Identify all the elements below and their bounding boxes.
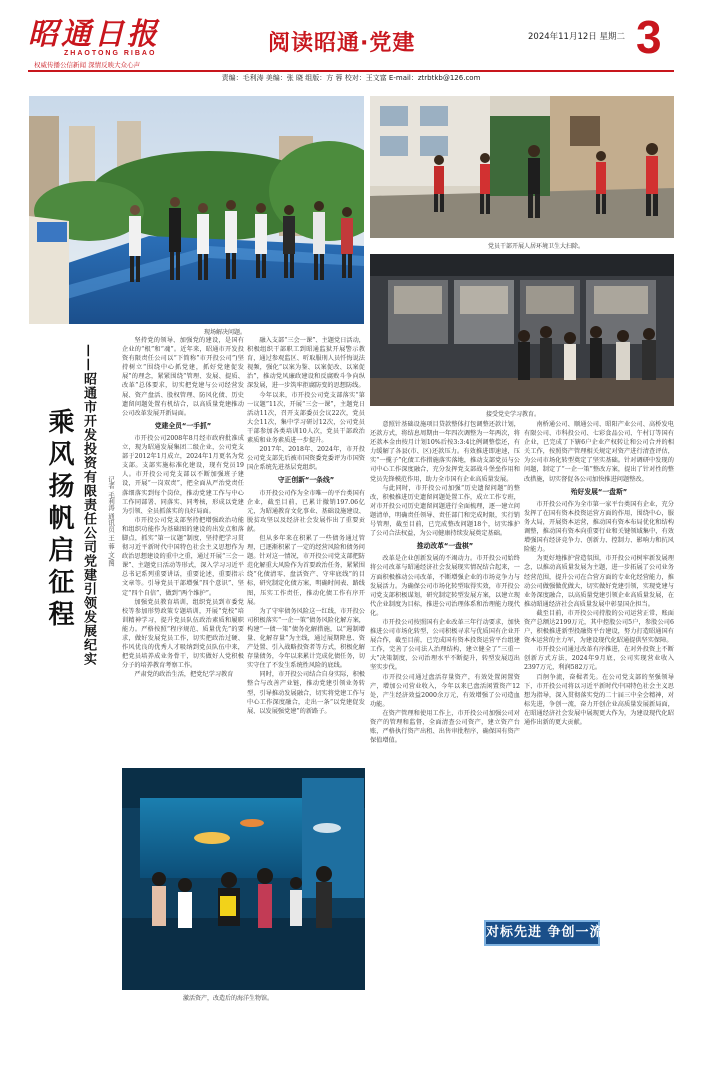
- masthead: [0, 0, 702, 82]
- logo-pinyin: ZHAOTONG RIBAO: [64, 50, 157, 57]
- photo-study-caption: 接受党史学习教育。: [486, 411, 541, 418]
- article-subhead: ——昭通市开发投资有限责任公司党建引领发展纪实: [81, 344, 96, 666]
- paragraph: 在资产管理和使用工作上，市开投公司加强公司对资产的管理和监督，全面清查公司资产，建立资产台账，严格执行资产出租、出售审批程序，确保国有资产保值增值。: [370, 709, 520, 745]
- paragraph: 与此同时，市开投公司加强“历史遗留问题”的整改，积极推进历史遗留问题处置工作，成立工作专班，对市开投公司历史遗留问题进行全面梳理，逐一建立问题清单，明确责任领导、责任部门和完成时限，实行销号管理，截至目前，已完成整改问题18个，切实维护了公司合法权益，为公司健康持续发展奠定基础。: [370, 484, 520, 538]
- logo-text: 昭通日报: [28, 17, 160, 52]
- photo-on-site-caption: 现场解决问题。: [204, 329, 247, 336]
- photo-ocean-hall-caption: 激活资产，改造后的海洋生物馆。: [183, 995, 274, 1002]
- paragraph: 截至目前，市开投公司持股的公司运营正常，账面资产总额达2199万元，其中控股公司5户，参股公司6户，积极推进新型投融资平台建设，努力打造昭通国有资本运营的主力军，为建设现代化昭通提供坚实保障。: [524, 609, 674, 645]
- article-headline: 乘风扬帆启征程: [44, 408, 74, 632]
- photo-cleanup: [370, 96, 674, 238]
- page-number: 3: [636, 11, 662, 63]
- paragraph: 融入支部“三会一课”、主题党日活动，积极组织干部职工到昭通监狱开展警示教育，通过参观监区、听取服刑人员忏悔说法视频，强化“以案为鉴、以案促改、以案促治”，推动党风廉政建设和反腐败斗争向纵深发展，进一步筑牢拒腐防变的思想防线。: [247, 337, 365, 390]
- paragraph: 市开投公司作为全市唯一的平台类国有企业，截至目前，已累计撤销197.06亿元，为昭通教育文化事业、基础设施建设、脱贫攻坚以及经济社会发展作出了重要贡献。: [247, 489, 365, 533]
- photo-ocean-hall-image: [122, 768, 365, 990]
- paragraph: 市开投公司2008年8月经市政府批准成立，现为昭通发展集团二级企业，公司党支部于2012年1月成立，2024年1月更名为党支部。支部实施标准化建设，现有党员19人。市开投公司党支部以不断加强班子建设，开展“一岗双责”，把全面从严治党责任落细落实到每个岗位，推动党建工作与中心工作同部署、同落实、同考核，形成以党建为引领、全员抓落实的良好局面。: [122, 434, 244, 515]
- paragraph: 坚持党的领导、加强党的建设，是国有企业的“根”和“魂”。近年来，昭通市开发投资有限责任公司以“下简称”市开投公司”)坚持树立“围绕中心抓党建，抓好党建促发展”的理念，紧紧围绕“管理、发展、提质、改革”总体要求，切实把党建与公司经营发展、资产盘活、股权管理、防风化债、历史遗留问题处置有机结合，以高质量党建推动公司改革发展开新局面。: [122, 337, 244, 417]
- paragraph: 今年以来，市开投公司党支部落实“第一议题”11次，开展“三会一课”，主题党日活动11次，召开支部委员会议22次，党员大会11次，集中学习研讨12次，公司党员干部参加各类培训10人次，党员干部政治素质和业务素质进一步提升。: [247, 391, 365, 445]
- paragraph: 改革是企业创新发展的不竭动力。市开投公司始终将公司改革与昭通经济社会发展现实情况结合起来，一方面积极推动公司改革，不断增强企业的市场竞争力与发展活力。为确保公司市场化转型取得实效，市开投公司党支部积极谋划，研究制定转型发展方案，以建立现代企业制度为目标，推进公司治理体系和治理能力现代化。: [370, 555, 520, 617]
- article-byline: 记者 毛利涛 通讯员 王 蓉 文/图: [107, 476, 115, 567]
- photo-cleanup-image: [370, 96, 674, 238]
- slogan-badge: [484, 920, 604, 946]
- text-column-4: [524, 420, 674, 912]
- photo-ocean-hall: [122, 768, 365, 990]
- paragraph: 意照针基础设施项目贷款整体打包调整还款计划，还款方式，将结息周期由一年四次调整为一年两次，将还款本金由按月计划10%后按3:3:4比例调整偿还，有力缓解了各县(市、区)还款压力。有效推进即速速，压实“一揽子”化债工作措施落实落地，推动支部党员与公司中心工作深度融合，充分发挥党支部战斗堡垒作用和党员先锋模范作用，助力全市国有企业高质量发展。: [370, 421, 520, 483]
- section-heading: 党建全员“一手抓”: [154, 421, 212, 430]
- paragraph: 百舸争流，奋楫者先。在公司党支部的坚强领导下，市开投公司将以习近平新时代中国特色社会主义思想为指导，深入贯彻落实党的二十届三中全会精神，对标先进，争创一流，奋力开创企业高质量发展新局面，在昭通经济社会发展中展现更大作为，为建设现代化昭通作出新的更大贡献。: [524, 673, 674, 726]
- paragraph: 市开投公司按照国有企业改革三年行动要求，加快推进公司市场化转型，公司积极寻求与优质国有企业开展合作，截至目前，已完成国有资本投资运营平台组建工作，完善了公司法人治理结构，建立健全了“三重一大”决策制度，公司治理水平不断提升，转型发展迈出坚实步伐。: [370, 618, 520, 672]
- paragraph: 市开投公司党支部坚持把增强政治功能和组织功能作为基础图的建设的出发点和落脚点，抓实“第一议题”制度，坚持把学习贯彻习近平新时代中国特色社会主义思想作为政治思想建设的重中之重，通过开展“三会一课”、主题党日活动等形式，深入学习习近平总书记系列重要讲话，重要论述，重要指示文章等。引导党员干部增强“四个意识”、坚定“四个自信”，做到“两个维护”。: [122, 516, 244, 597]
- section-heading: 推动改革“一盘棋”: [416, 542, 474, 551]
- slogan-badge-text: 对标先进 争创一流: [486, 925, 604, 940]
- paragraph: 2017年、2018年、2024年，市开投公司党支部先后被市国资委党委评为市国资国企系统先进基层党组织。: [247, 446, 365, 472]
- paragraph: 为了守牢债务风险这一红线，市开投公司积极落实“一企一策”债务风险化解方案，构建“一债一策”债务化解措施，以“遏制增量、化解存量”为主线，通过展期降息、资产处置、引入战略投资者等方式，积极化解存量债务，今年以来累计完成化债任务，切实守住了不发生系统性风险的底线。: [247, 607, 365, 670]
- photo-study-image: [370, 254, 674, 406]
- header-rule: [28, 70, 674, 72]
- paragraph: 市开投公司作为全市第一家平台类国有企业，充分发挥了在国有资本投资运营方面的作用，围绕中心，服务大局，开展资本运营，推动国有资本布局优化和结构调整，推动国有资本向重要行业和关键领域集中，有效增强国有经济竞争力、创新力、控制力、影响力和抗风险能力。: [524, 500, 674, 554]
- paragraph: 市开投公司通过改革有序推进，在对外投资上不断创新方式方法，2024年9月底，公司实现营业收入2397万元，利润582万元。: [524, 646, 674, 672]
- paragraph: 为更好地推护营造氛围，市开投公司树牢新发展理念，以推动高质量发展为主题，进一步拓展了公司业务经营范围，提升公司在合营方面的专业化经营能力，推动公司做强做优做大，切实做好党建引领，实现党建与业务深度融合，以高质量党建引领企业高质量发展，在推动昭通经济社会高质量发展中彰显国企担当。: [524, 555, 674, 608]
- editor-credits: 责编：毛利涛 美编：张 晓 组版：方 蓉 校对：王文富 E-mail：ztrbtkb@126.com: [221, 74, 481, 82]
- section-heading: 殆好发展“一盘斯”: [570, 487, 628, 496]
- photo-cleanup-caption: 党员干部开展人居环境卫生大扫除。: [488, 243, 585, 250]
- photo-on-site: [29, 96, 364, 324]
- section-title: 阅读昭通·党建: [268, 31, 416, 56]
- text-column-2: [247, 336, 365, 762]
- paragraph: 同时，市开投公司结合自身实际，积极整合与改善产业链，推动党建引领业务转型，引导推动发展融合，切实将党建工作与中心工作深度融合，走出一条“以党建促发展、以发展强党建”的新路子。: [247, 671, 365, 715]
- dateline: 2024年11月12日 星期二: [528, 32, 625, 42]
- slogan: 权威传播公信新闻 深情反映大众心声: [34, 61, 141, 69]
- paragraph: 南桥通公司、顺通公司、昭阳产业公司、高桥发电有限公司、市科投公司、七彩食品公司、午村订等国有企业，已完成了下辖6户企业产权转让和公司合并的相关工作，按照资产管理相关规定对资产进行清查评估，为公司市场化转型奠定了坚实基础。针对调研中发现的问题，制定了“一企一策”整改方案，提出了针对性的整改措施，切实督促各公司加快推进问题整改。: [524, 421, 674, 483]
- paragraph: 严肃党的政治生活，把党纪学习教育: [134, 671, 234, 679]
- section-heading: 守正创新“一条线”: [277, 476, 335, 485]
- photo-study: [370, 254, 674, 406]
- paragraph: 加强党员教育培训，组织党员到市委党校等参加形势政策专题培训，开展“党校”培训精神学习，提升党员队伍政治素质和履职能力。严格按照“程序规范、质量优先”的要求，做好发展党员工作，切实把政治过硬、作风优良的优秀人才吸纳到党员队伍中来，把党员培养成业务骨干，切实做好人党积极分子的培养教育考察工作。: [122, 598, 244, 670]
- paragraph: 市开投公司通过盘活存量资产，有效处置闲置资产，增加公司营业收入，今年以来已盘活闲置资产12处，产生经济效益2000余万元，有效增强了公司造血功能。: [370, 673, 520, 708]
- paragraph: 但从多年来在积累了一些债务通过管理，已逐渐积累了一定的经营风险和债务问题。针对这一情况，市开投公司党支部把防范化解重大风险作为首要政治任务，紧紧围绕“化债清零、盘活资产、守牢底线”的目标，研究制定化债方案，明确时间表、路线图，压实工作责任，推动化债工作有序开展。: [247, 534, 365, 606]
- text-column-1: [122, 336, 244, 762]
- photo-on-site-image: [29, 96, 364, 324]
